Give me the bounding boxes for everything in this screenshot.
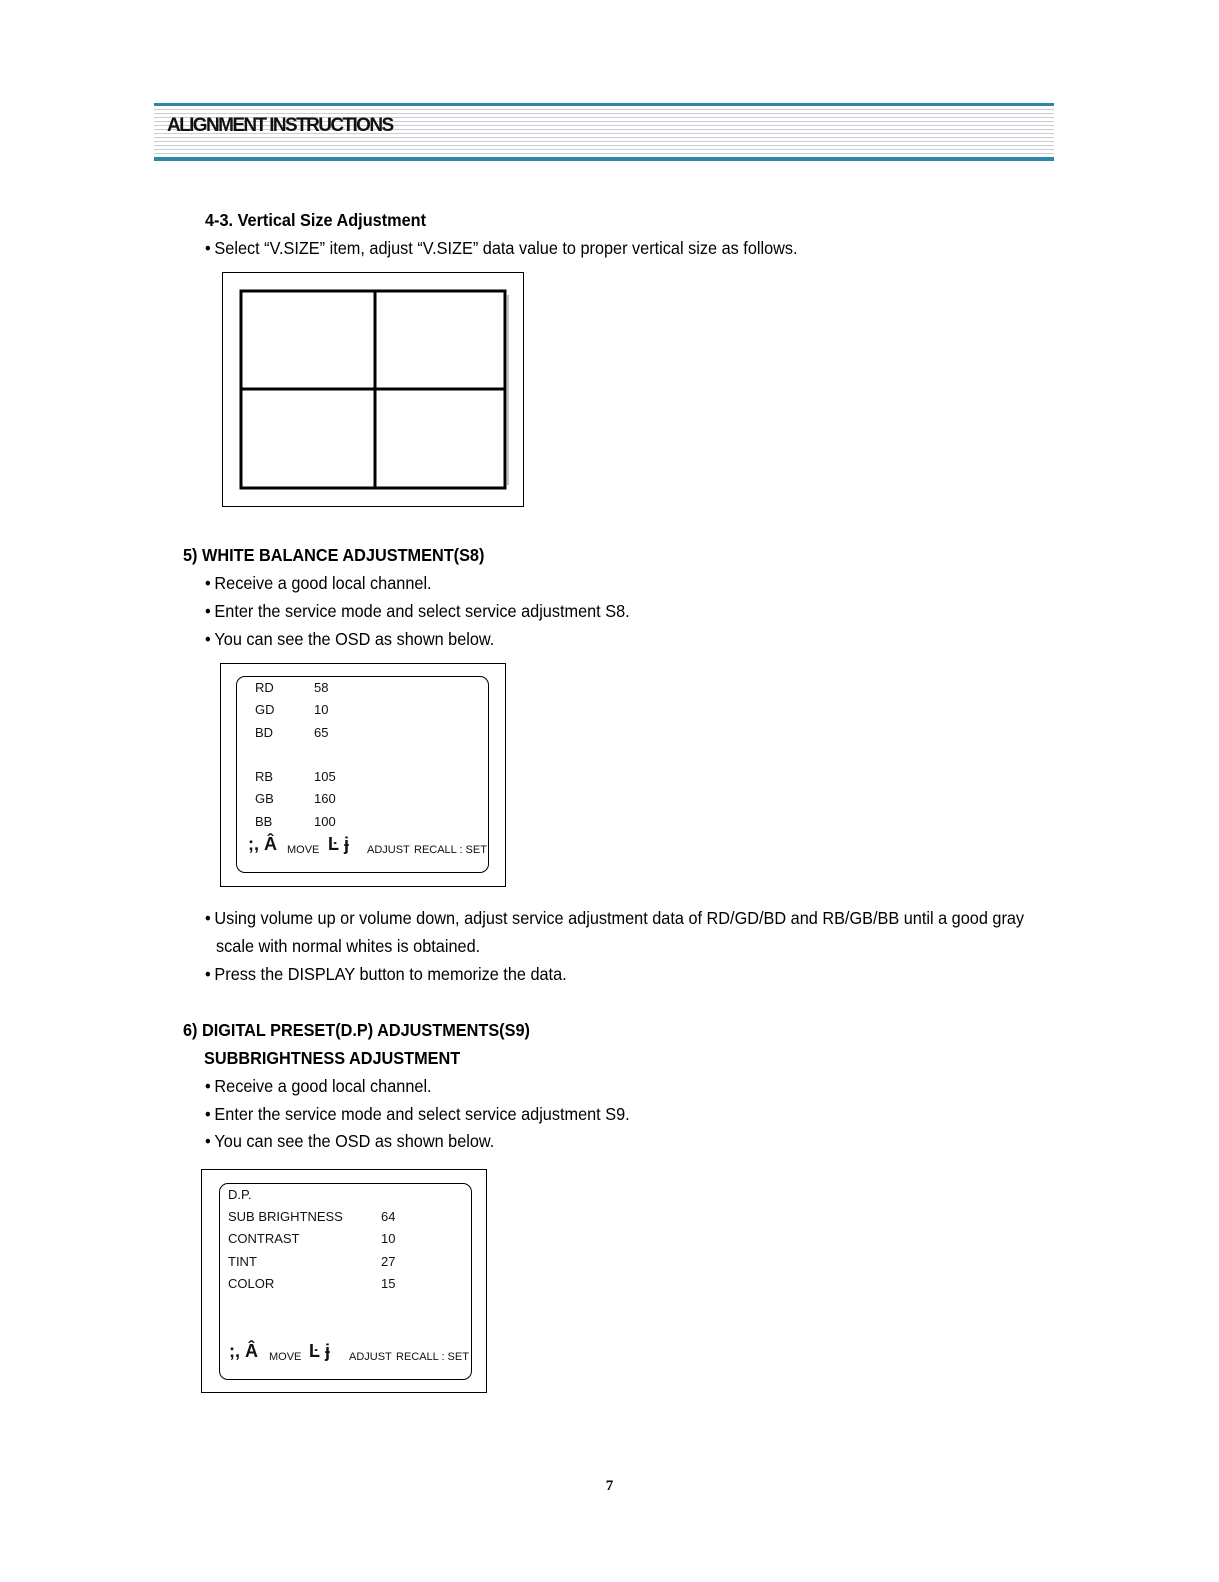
osd-title: D.P. — [228, 1187, 252, 1202]
osd-label-color: COLOR — [228, 1276, 275, 1291]
osd-label-gd: GD — [255, 702, 275, 717]
digital-preset-heading: 6) DIGITAL PRESET(D.P) ADJUSTMENTS(S9) — [183, 1020, 530, 1040]
osd-value-tint: 27 — [381, 1254, 396, 1269]
osd-value-rb: 105 — [314, 769, 336, 784]
vsize-diagram — [222, 272, 524, 507]
section-header — [154, 103, 1054, 161]
osd-label-bd: BD — [255, 725, 274, 740]
osd-value-gb: 160 — [314, 791, 336, 806]
osd-adjust-label: ADJUST — [349, 1351, 392, 1363]
osd-label-gb: GB — [255, 791, 274, 806]
wb-step-3: • You can see the OSD as shown below. — [205, 629, 494, 649]
adjust-symbols: Ŀ ɉ — [309, 1341, 330, 1361]
white-balance-heading: 5) WHITE BALANCE ADJUSTMENT(S8) — [183, 545, 485, 565]
osd-move-label: MOVE — [269, 1351, 302, 1363]
vsize-heading: 4-3. Vertical Size Adjustment — [205, 210, 427, 230]
osd-value-bb: 100 — [314, 814, 336, 829]
osd-label-rd: RD — [255, 680, 274, 695]
osd-value-gd: 10 — [314, 702, 329, 717]
osd-label-rb: RB — [255, 769, 274, 784]
dp-step-2: • Enter the service mode and select service adjustment S9. — [205, 1104, 630, 1124]
dp-osd-frame — [201, 1169, 487, 1393]
move-symbols: ;, Â — [229, 1341, 258, 1361]
osd-label-bb: BB — [255, 814, 273, 829]
osd-recall-label: RECALL : SET — [414, 844, 487, 856]
osd-label-sub-brightness: SUB BRIGHTNESS — [228, 1209, 343, 1224]
wb-osd-frame — [220, 663, 506, 887]
dp-step-1: • Receive a good local channel. — [205, 1076, 432, 1096]
osd-recall-label: RECALL : SET — [396, 1351, 469, 1363]
wb-after-step-2: • Press the DISPLAY button to memorize the data. — [205, 964, 567, 984]
osd-value-bd: 65 — [314, 725, 329, 740]
wb-step-2: • Enter the service mode and select service adjustment S8. — [205, 601, 630, 621]
osd-value-color: 15 — [381, 1276, 396, 1291]
crosshatch-grid — [223, 273, 523, 506]
osd-value-rd: 58 — [314, 680, 329, 695]
wb-after-step-1-cont: scale with normal whites is obtained. — [216, 936, 481, 956]
vsize-instruction: • Select “V.SIZE” item, adjust “V.SIZE” data value to proper vertical size as follows. — [205, 238, 798, 258]
osd-value-contrast: 10 — [381, 1231, 396, 1246]
wb-step-1: • Receive a good local channel. — [205, 573, 432, 593]
digital-preset-subheading: SUBBRIGHTNESS ADJUSTMENT — [204, 1048, 461, 1068]
move-symbols: ;, Â — [248, 834, 277, 854]
osd-label-contrast: CONTRAST — [228, 1231, 300, 1246]
section-title: ALIGNMENT INSTRUCTIONS — [167, 115, 393, 136]
osd-move-label: MOVE — [287, 844, 320, 856]
osd-value-sub-brightness: 64 — [381, 1209, 396, 1224]
page-number: 7 — [605, 1478, 614, 1494]
adjust-symbols: Ŀ ɉ — [328, 834, 349, 854]
osd-adjust-label: ADJUST — [367, 844, 410, 856]
wb-after-step-1: • Using volume up or volume down, adjust service adjustment data of RD/GD/BD and RB/GB/BB until a good gray — [205, 908, 1024, 928]
osd-label-tint: TINT — [228, 1254, 257, 1269]
dp-step-3: • You can see the OSD as shown below. — [205, 1131, 494, 1151]
